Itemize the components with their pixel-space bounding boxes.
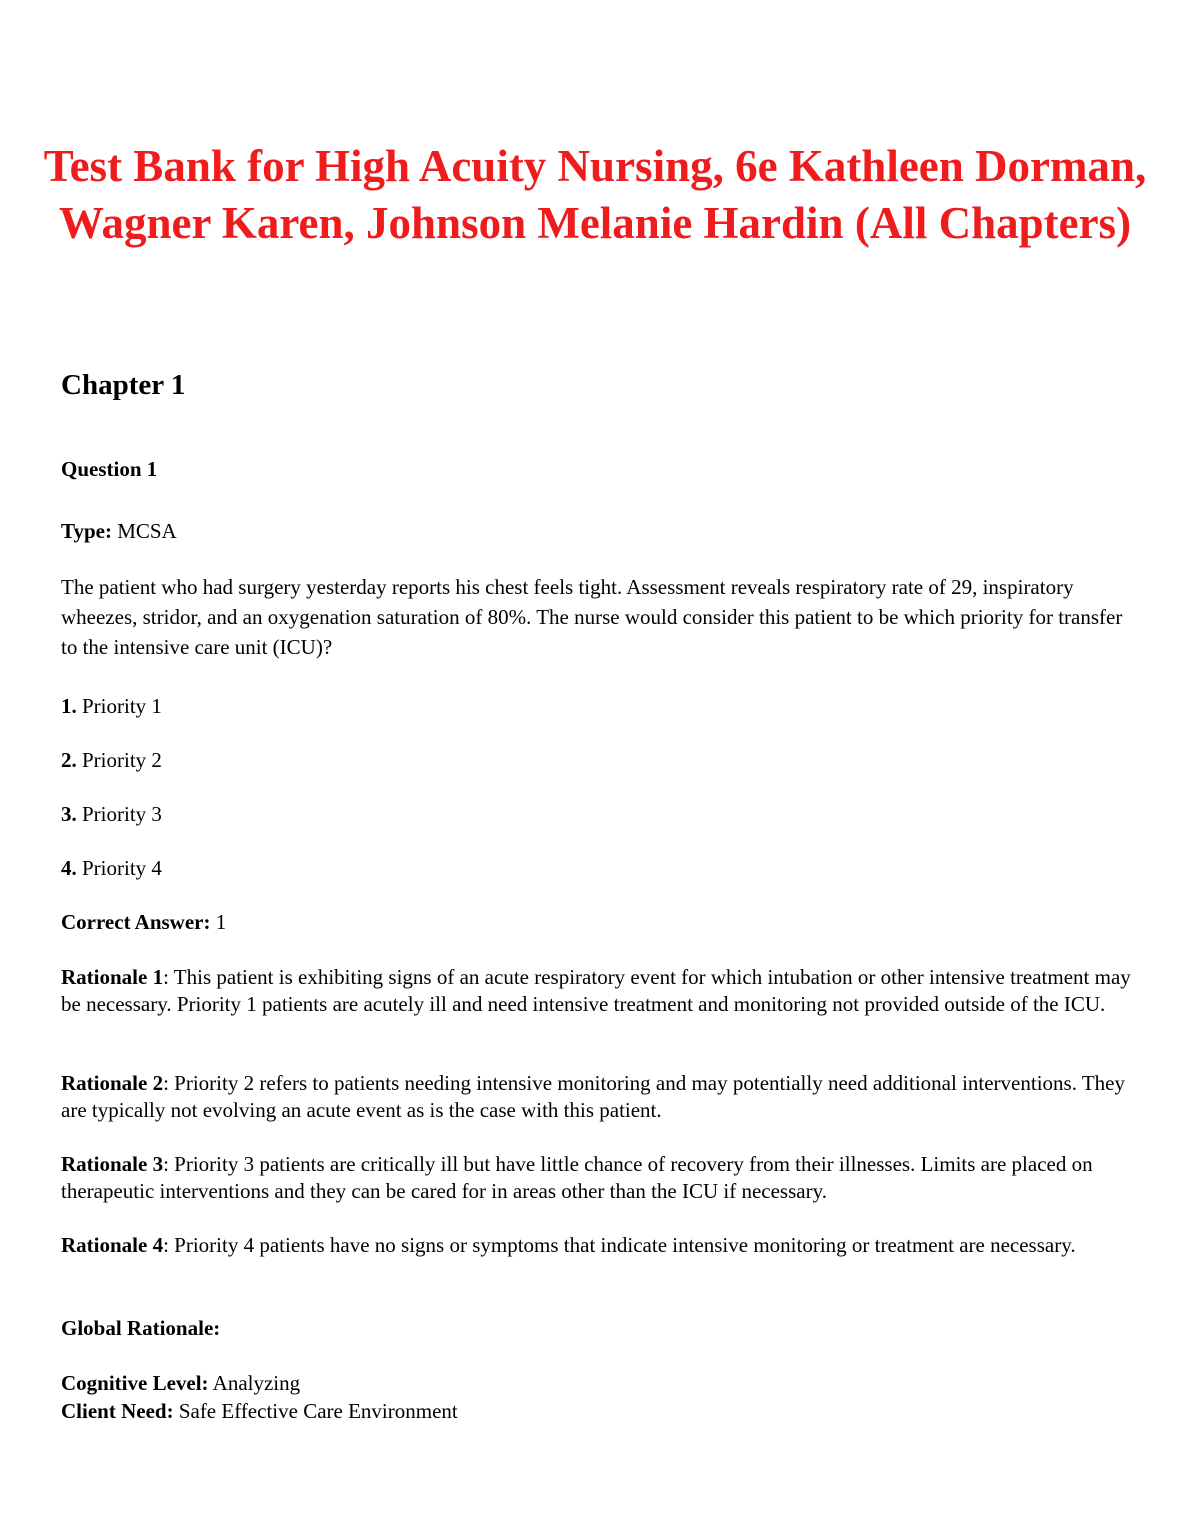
answer-option-number: 2. <box>61 748 77 772</box>
question-stem: The patient who had surgery yesterday reports his chest feels tight. Assessment reveals respiratory rate of 29, inspiratory wheezes, stridor, and an oxygenation saturation of 80%. The nurse would consider this patient to be which priority for transfer to the intensive care unit (ICU)? <box>61 575 1123 659</box>
rationale-1 <box>61 964 1141 1018</box>
answer-option-text: Priority 1 <box>82 694 162 718</box>
answer-option-4 <box>61 854 162 882</box>
client-need-value: Safe Effective Care Environment <box>178 1399 458 1423</box>
answer-option-text: Priority 2 <box>82 748 162 772</box>
correct-answer-label: Correct Answer: <box>61 910 211 934</box>
answer-option-1 <box>61 692 162 720</box>
cognitive-level-label: Cognitive Level: <box>61 1371 209 1395</box>
rationale-label: Rationale 1 <box>61 965 164 989</box>
correct-answer-value: 1 <box>215 910 227 934</box>
rationale-3 <box>61 1151 1141 1205</box>
client-need <box>61 1397 458 1425</box>
rationale-4 <box>61 1232 1141 1259</box>
client-need-label: Client Need: <box>61 1399 174 1423</box>
answer-option-number: 4. <box>61 856 77 880</box>
question-type-value: MCSA <box>117 519 177 543</box>
question-type-label: Type: <box>61 519 112 543</box>
rationale-text: : Priority 4 patients have no signs or symptoms that indicate intensive monitoring or treatment are necessary. <box>163 1233 1076 1257</box>
answer-option-2 <box>61 746 162 774</box>
answer-option-text: Priority 3 <box>82 802 162 826</box>
document-title: Test Bank for High Acuity Nursing, 6e Kathleen Dorman, Wagner Karen, Johnson Melanie Hardin (All Chapters) <box>43 141 1147 248</box>
rationale-label: Rationale 4 <box>61 1233 164 1257</box>
answer-option-text: Priority 4 <box>82 856 162 880</box>
rationale-text: : Priority 2 refers to patients needing intensive monitoring and may potentially need additional interventions. They are typically not evolving an acute event as is the case with this patient. <box>61 1071 1125 1122</box>
question-type <box>61 517 177 545</box>
correct-answer <box>61 908 226 936</box>
chapter-heading: Chapter 1 <box>61 369 186 401</box>
cognitive-level-value: Analyzing <box>212 1371 301 1395</box>
answer-option-number: 3. <box>61 802 77 826</box>
rationale-text: : This patient is exhibiting signs of an acute respiratory event for which intubation or other intensive treatment may be necessary. Priority 1 patients are acutely ill and need intensive treatment and monitoring not provided outside of the ICU. <box>61 965 1131 1016</box>
answer-option-3 <box>61 800 162 828</box>
rationale-label: Rationale 2 <box>61 1071 164 1095</box>
cognitive-level <box>61 1369 300 1397</box>
global-rationale-label: Global Rationale: <box>61 1316 221 1340</box>
question-heading: Question 1 <box>61 457 158 481</box>
answer-option-number: 1. <box>61 694 77 718</box>
rationale-text: : Priority 3 patients are critically ill but have little chance of recovery from their illnesses. Limits are placed on therapeutic interventions and they can be cared for in areas other than the ICU if necessary. <box>61 1152 1093 1203</box>
rationale-label: Rationale 3 <box>61 1152 164 1176</box>
rationale-2 <box>61 1070 1141 1124</box>
